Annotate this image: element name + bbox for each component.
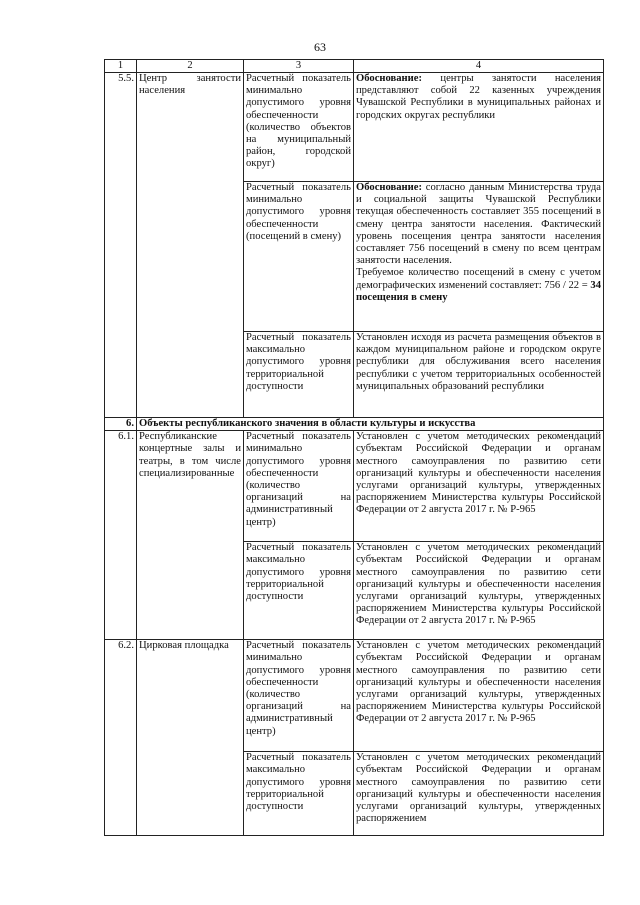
justification-cell: Установлен с учетом методических рекомендаций субъектам Российской Федерации и органам местного самоуправления по развитию сети организаций культуры и обеспеченности населения услугами организаций культуры, утвержденных распоряжением Министерства культуры Российской Федерации от 2 августа 2017 г. № Р-965	[354, 542, 604, 640]
indicator-cell: Расчетный показатель минимально допустимого уровня обеспеченности (количество организаций на административный центр)	[244, 431, 354, 542]
justification-label: Обоснование:	[356, 182, 422, 193]
justification-label: Обоснование:	[356, 73, 422, 84]
object-name: Центр занятости населения	[137, 73, 244, 418]
standards-table	[104, 59, 604, 836]
justification-text: центры занятости населения представляют собой 22 казенных учреждения Чувашской Республики в муниципальных районах и городских округах республики	[356, 73, 601, 121]
justification-cell	[354, 73, 604, 182]
justification-cell: Установлен исходя из расчета размещения объектов в каждом муниципальном районе и городском округе республики для обслуживания всего населения республики с учетом территориальных особенностей муниципальных образований республики	[354, 332, 604, 418]
justification-result: 34 посещения в смену	[356, 279, 601, 303]
column-number: 1	[105, 60, 137, 73]
indicator-cell: Расчетный показатель минимально допустимого уровня обеспеченности (количество организаций на административный центр)	[244, 640, 354, 752]
object-name: Цирковая площадка	[137, 640, 244, 836]
indicator-cell: Расчетный показатель максимально допустимого уровня территориальной доступности	[244, 332, 354, 418]
column-number: 4	[354, 60, 604, 73]
indicator-cell: Расчетный показатель минимально допустимого уровня обеспеченности (посещений в смену)	[244, 182, 354, 332]
page-number: 63	[314, 40, 326, 54]
indicator-cell: Расчетный показатель максимально допустимого уровня территориальной доступности	[244, 542, 354, 640]
justification-formula: Требуемое количество посещений в смену с учетом демографических изменений составляет: 756 / 22 =	[356, 267, 601, 291]
justification-cell: Установлен с учетом методических рекомендаций субъектам Российской Федерации и органам местного самоуправления по развитию сети организаций культуры и обеспеченности населения услугами организаций культуры, утвержденных распоряжением Министерства культуры Российской Федерации от 2 августа 2017 г. № Р-965	[354, 640, 604, 752]
justification-text: согласно данным Министерства труда и социальной защиты Чувашской Республики текущая обеспеченность составляет 355 посещений в смену центра занятости населения. Фактический уровень посещения центра занятости населения составляет 756 посещений в смену по всем центрам занятости населения.	[356, 182, 601, 267]
row-number: 6.1.	[105, 431, 137, 640]
indicator-cell: Расчетный показатель минимально допустимого уровня обеспеченности (количество объектов на муниципальный район, городской округ)	[244, 73, 354, 182]
row-number: 6.2.	[105, 640, 137, 836]
section-row	[105, 418, 604, 431]
justification-cell: Установлен с учетом методических рекомендаций субъектам Российской Федерации и органам местного самоуправления по развитию сети организаций культуры и обеспеченности населения услугами организаций культуры, утвержденных распоряжением	[354, 752, 604, 836]
column-number-row	[105, 60, 604, 73]
justification-cell	[354, 182, 604, 332]
justification-cell: Установлен с учетом методических рекомендаций субъектам Российской Федерации и органам местного самоуправления по развитию сети организаций культуры и обеспеченности населения услугами организаций культуры, утвержденных распоряжением Министерства культуры Российской Федерации от 2 августа 2017 г. № Р-965	[354, 431, 604, 542]
indicator-cell: Расчетный показатель максимально допустимого уровня территориальной доступности	[244, 752, 354, 836]
row-number: 5.5.	[105, 73, 137, 418]
table-row	[105, 73, 604, 182]
section-number: 6.	[105, 418, 137, 431]
column-number: 3	[244, 60, 354, 73]
column-number: 2	[137, 60, 244, 73]
table-row	[105, 640, 604, 752]
table-row	[105, 431, 604, 542]
section-title: Объекты республиканского значения в области культуры и искусства	[137, 418, 604, 431]
object-name: Республиканские концертные залы и театры, в том числе специализированные	[137, 431, 244, 640]
